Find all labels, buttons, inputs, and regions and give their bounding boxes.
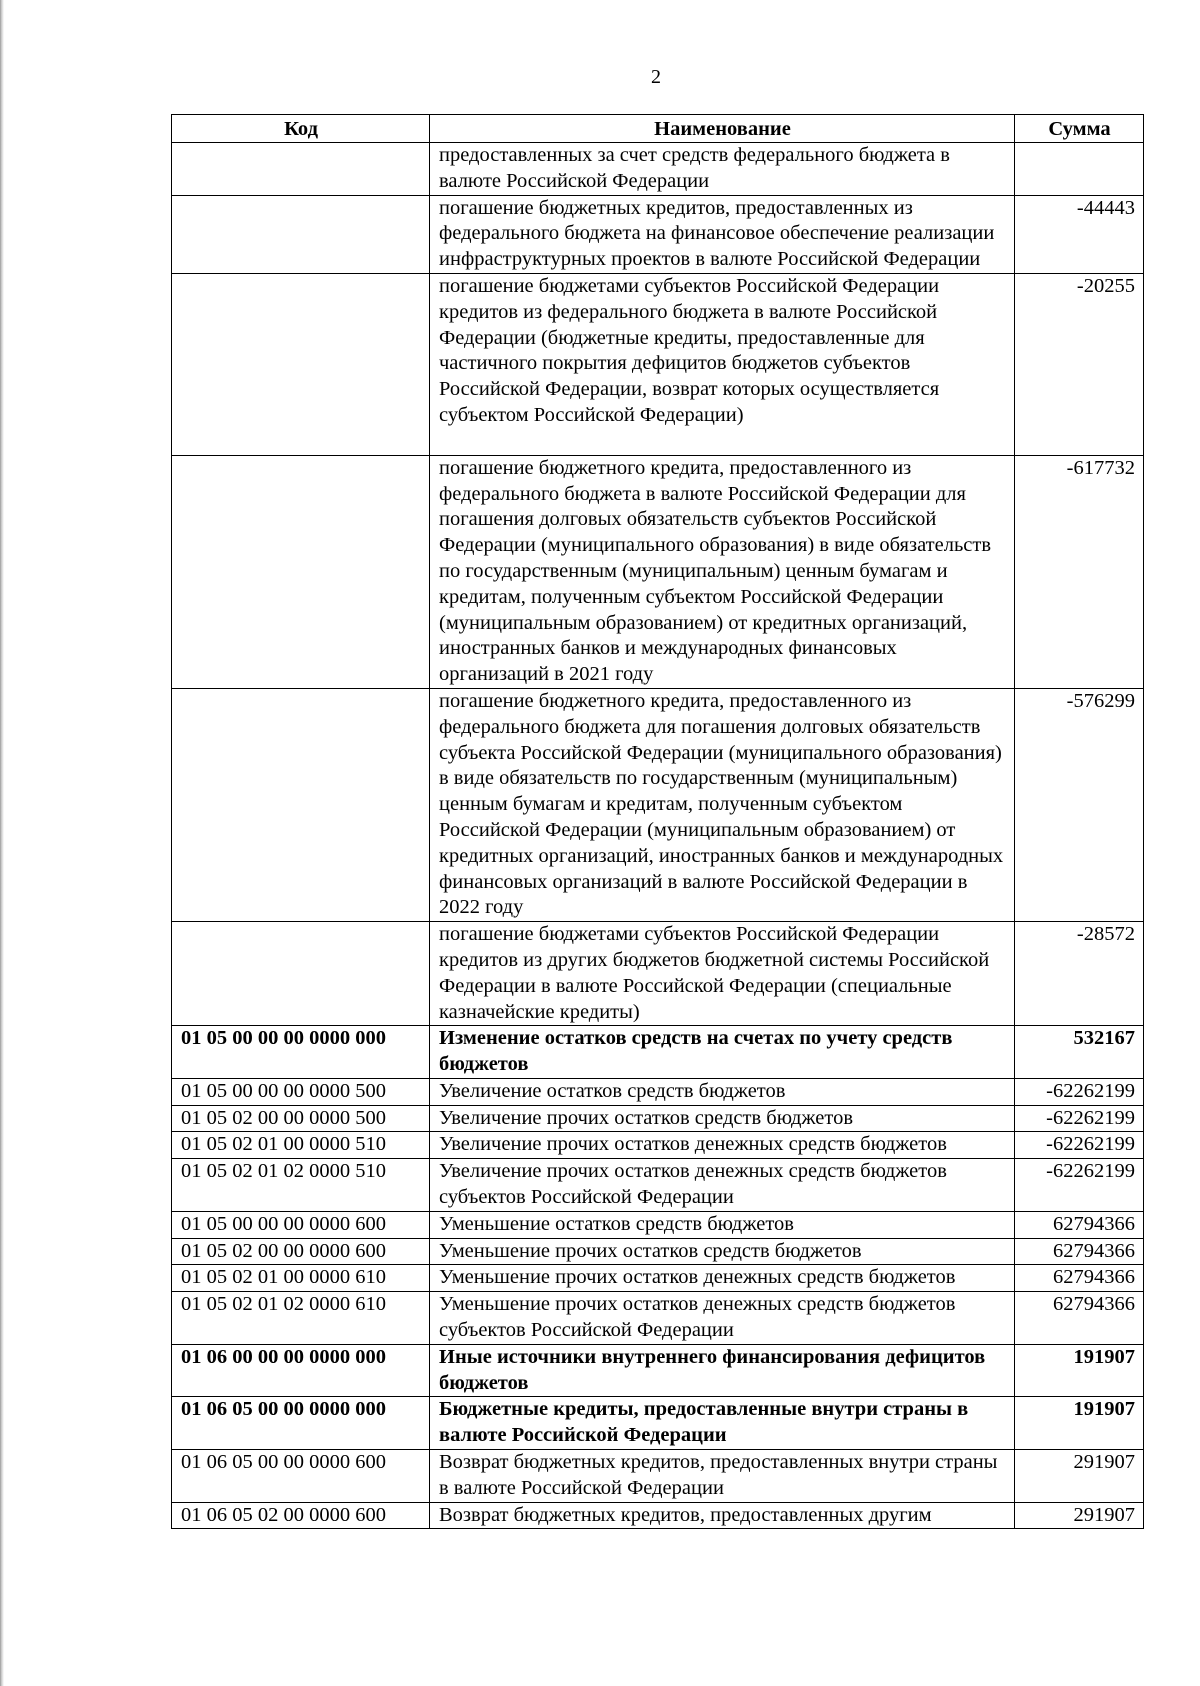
table-row: [172, 688, 1144, 921]
row-code: [172, 688, 430, 921]
row-code: [172, 143, 430, 196]
row-sum: -62262199: [1015, 1105, 1144, 1132]
table-row: [172, 1502, 1144, 1529]
row-name: Возврат бюджетных кредитов, предоставленных внутри страны в валюте Российской Федерации: [430, 1450, 1015, 1503]
page-number: 2: [651, 66, 661, 88]
row-sum: -62262199: [1015, 1159, 1144, 1212]
table-row: [172, 1132, 1144, 1159]
row-sum: -62262199: [1015, 1078, 1144, 1105]
table-row: [172, 455, 1144, 688]
row-code: 01 05 02 01 02 0000 610: [172, 1292, 430, 1345]
table-row: [172, 922, 1144, 1026]
row-name: Увеличение прочих остатков средств бюджетов: [430, 1105, 1015, 1132]
header-code: Код: [172, 115, 430, 143]
row-sum: -576299: [1015, 688, 1144, 921]
row-name: Уменьшение прочих остатков средств бюджетов: [430, 1238, 1015, 1265]
row-code: 01 05 00 00 00 0000 600: [172, 1211, 430, 1238]
row-code: [172, 455, 430, 688]
row-code: 01 05 02 01 00 0000 610: [172, 1265, 430, 1292]
table-row-section: [172, 1397, 1144, 1450]
row-name: Уменьшение прочих остатков денежных средств бюджетов субъектов Российской Федерации: [430, 1292, 1015, 1345]
row-name: Иные источники внутреннего финансирования дефицитов бюджетов: [430, 1344, 1015, 1397]
row-name: погашение бюджетного кредита, предоставленного из федерального бюджета для погашения долговых обязательств субъекта Российской Федерации (муниципального образования) в виде обязательств по государственным (муниципальным) ценным бумагам и кредитам, полученным субъектом Российской Федерации (муниципальным образованием) от кредитных организаций, иностранных банков и международных финансовых организаций в валюте Российской Федерации в 2022 году: [430, 688, 1015, 921]
row-code: 01 06 05 02 00 0000 600: [172, 1502, 430, 1529]
row-sum: 191907: [1015, 1397, 1144, 1450]
row-code: [172, 273, 430, 455]
row-code: 01 05 02 01 00 0000 510: [172, 1132, 430, 1159]
row-name: Увеличение прочих остатков денежных средств бюджетов субъектов Российской Федерации: [430, 1159, 1015, 1212]
row-sum: 62794366: [1015, 1211, 1144, 1238]
row-name: погашение бюджетами субъектов Российской Федерации кредитов из других бюджетов бюджетной системы Российской Федерации в валюте Российской Федерации (специальные казначейские кредиты): [430, 922, 1015, 1026]
row-name: Уменьшение остатков средств бюджетов: [430, 1211, 1015, 1238]
row-name: Увеличение прочих остатков денежных средств бюджетов: [430, 1132, 1015, 1159]
row-code: [172, 195, 430, 273]
row-code: 01 05 02 01 02 0000 510: [172, 1159, 430, 1212]
row-sum: -20255: [1015, 273, 1144, 455]
row-sum: -617732: [1015, 455, 1144, 688]
table-row: [172, 195, 1144, 273]
row-sum: 62794366: [1015, 1238, 1144, 1265]
row-code: 01 06 05 00 00 0000 000: [172, 1397, 430, 1450]
row-name: Увеличение остатков средств бюджетов: [430, 1078, 1015, 1105]
row-sum: 62794366: [1015, 1292, 1144, 1345]
row-code: 01 05 02 00 00 0000 600: [172, 1238, 430, 1265]
table-row: [172, 1159, 1144, 1212]
row-name: Уменьшение прочих остатков денежных средств бюджетов: [430, 1265, 1015, 1292]
row-name: погашение бюджетных кредитов, предоставленных из федерального бюджета на финансовое обеспечение реализации инфраструктурных проектов в валюте Российской Федерации: [430, 195, 1015, 273]
row-code: 01 06 05 00 00 0000 600: [172, 1450, 430, 1503]
header-sum: Сумма: [1015, 115, 1144, 143]
scan-edge: [0, 0, 4, 1686]
table-row: [172, 1105, 1144, 1132]
row-code: 01 06 00 00 00 0000 000: [172, 1344, 430, 1397]
row-name: погашение бюджетами субъектов Российской Федерации кредитов из федерального бюджета в валюте Российской Федерации (бюджетные кредиты, предоставленные для частичного покрытия дефицитов бюджетов субъектов Российской Федерации, возврат которых осуществляется субъектом Российской Федерации): [430, 273, 1015, 455]
row-sum: 291907: [1015, 1502, 1144, 1529]
row-sum: -44443: [1015, 195, 1144, 273]
header-name: Наименование: [430, 115, 1015, 143]
row-name: предоставленных за счет средств федерального бюджета в валюте Российской Федерации: [430, 143, 1015, 196]
row-name: Бюджетные кредиты, предоставленные внутри страны в валюте Российской Федерации: [430, 1397, 1015, 1450]
row-name: Изменение остатков средств на счетах по учету средств бюджетов: [430, 1026, 1015, 1079]
table-header-row: [172, 115, 1144, 143]
budget-sources-table: [171, 114, 1144, 1529]
row-name: погашение бюджетного кредита, предоставленного из федерального бюджета в валюте Российской Федерации для погашения долговых обязательств субъектов Российской Федерации (муниципального образования) в виде обязательств по государственным (муниципальным) ценным бумагам и кредитам, полученным субъектом Российской Федерации (муниципальным образованием) от кредитных организаций, иностранных банков и международных финансовых организаций в 2021 году: [430, 455, 1015, 688]
table-row-section: [172, 1026, 1144, 1079]
table-row: [172, 1450, 1144, 1503]
row-sum: 62794366: [1015, 1265, 1144, 1292]
row-sum: -62262199: [1015, 1132, 1144, 1159]
table-row: [172, 273, 1144, 455]
table-row: [172, 143, 1144, 196]
row-sum: [1015, 143, 1144, 196]
row-sum: -28572: [1015, 922, 1144, 1026]
table-row: [172, 1238, 1144, 1265]
table-row: [172, 1292, 1144, 1345]
row-sum: 191907: [1015, 1344, 1144, 1397]
table-row: [172, 1078, 1144, 1105]
row-code: [172, 922, 430, 1026]
row-name: Возврат бюджетных кредитов, предоставленных другим: [430, 1502, 1015, 1529]
table-row: [172, 1211, 1144, 1238]
row-sum: 291907: [1015, 1450, 1144, 1503]
row-sum: 532167: [1015, 1026, 1144, 1079]
table-row: [172, 1265, 1144, 1292]
table-row-section: [172, 1344, 1144, 1397]
row-code: 01 05 02 00 00 0000 500: [172, 1105, 430, 1132]
row-code: 01 05 00 00 00 0000 000: [172, 1026, 430, 1079]
row-code: 01 05 00 00 00 0000 500: [172, 1078, 430, 1105]
